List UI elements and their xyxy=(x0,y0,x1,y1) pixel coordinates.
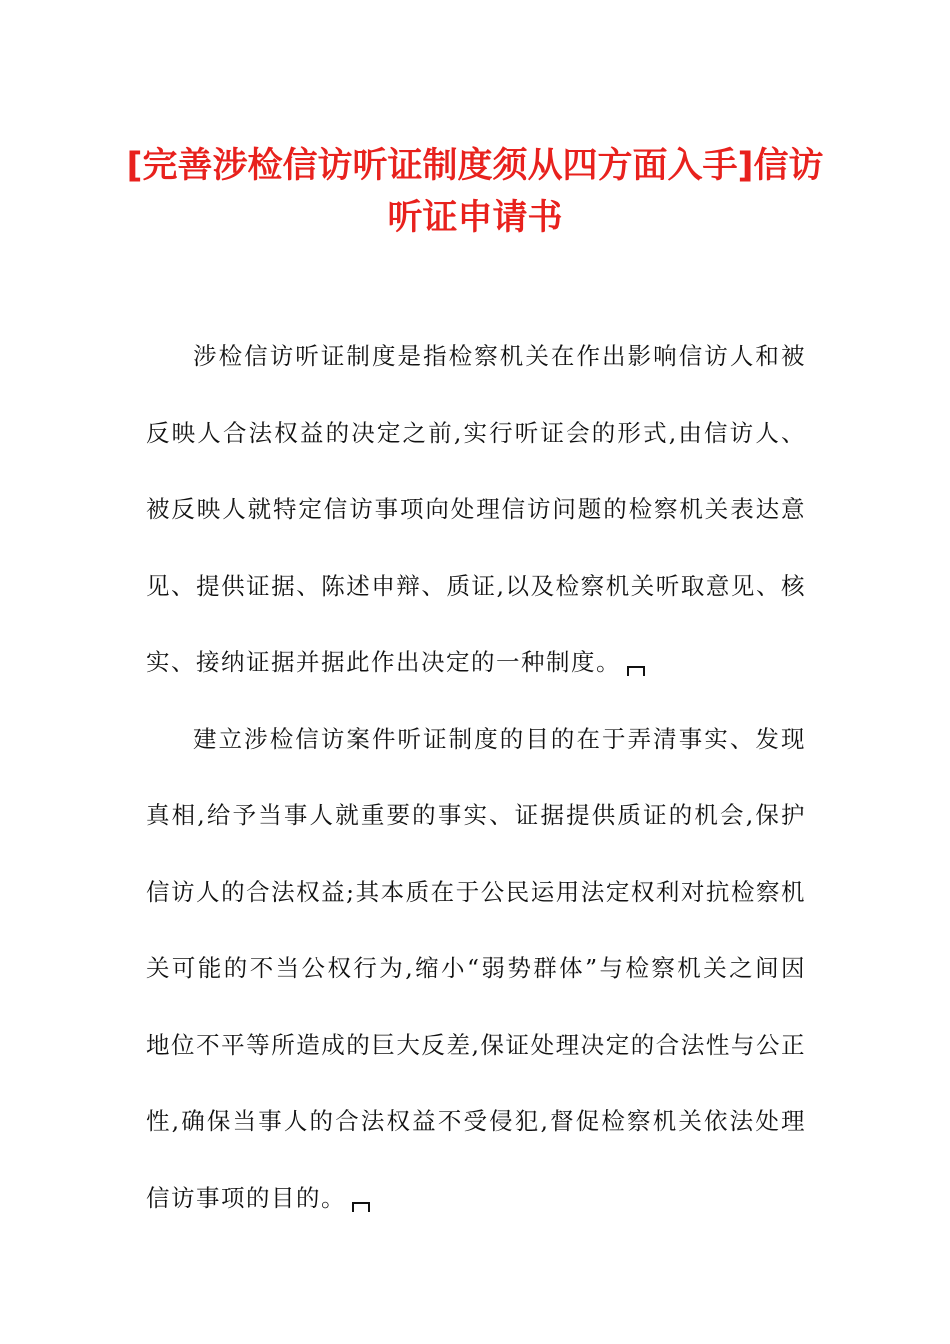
paragraph-1-text: 涉检信访听证制度是指检察机关在作出影响信访人和被反映人合法权益的决定之前,实行听证会的形式,由信访人、被反映人就特定信访事项向处理信访问题的检察机关表达意见、提供证据、陈述申辩、质证,以及检察机关听取意见、核实、接纳证据并据此作出决定的一种制度。 xyxy=(146,342,806,676)
paragraph-1 xyxy=(146,318,806,701)
paragraph-end-mark-icon xyxy=(352,1202,370,1212)
document-body xyxy=(146,318,806,1236)
document-title: [完善涉检信访听证制度须从四方面入手]信访听证申请书 xyxy=(126,146,824,238)
paragraph-2-text: 建立涉检信访案件听证制度的目的在于弄清事实、发现真相,给予当事人就重要的事实、证据提供质证的机会,保护信访人的合法权益;其本质在于公民运用法定权利对抗检察机关可能的不当公权行为,缩小“弱势群体”与检察机关之间因地位不平等所造成的巨大反差,保证处理决定的合法性与公正性,确保当事人的合法权益不受侵犯,督促检察机关依法处理信访事项的目的。 xyxy=(146,724,806,1212)
paragraph-2 xyxy=(146,701,806,1237)
paragraph-end-mark-icon xyxy=(627,666,645,676)
